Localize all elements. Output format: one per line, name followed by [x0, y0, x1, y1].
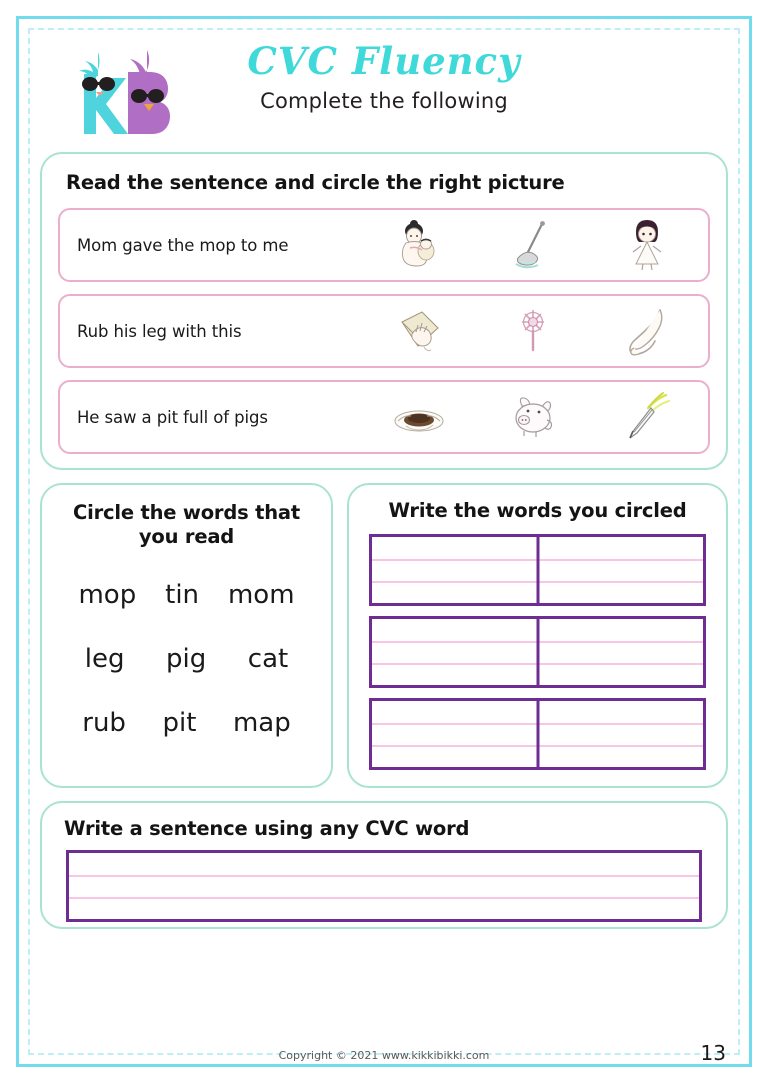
page-header: [40, 38, 728, 146]
write-sentence-section: [40, 801, 728, 929]
sentence-row[interactable]: [58, 294, 710, 368]
choice-group: [362, 214, 704, 276]
guide-line: [69, 875, 699, 877]
write-words-section: [347, 483, 728, 788]
word-row: [64, 630, 309, 688]
choice-group: [362, 386, 704, 448]
page-title: CVC Fluency: [247, 39, 521, 83]
wordbank-section: [40, 483, 333, 788]
column-divider: [536, 701, 539, 767]
write-words-grid: [363, 534, 712, 774]
brand-logo: [54, 44, 174, 140]
word-grid: [52, 550, 321, 776]
sentence-row[interactable]: [58, 208, 710, 282]
choice-group: [362, 300, 704, 362]
sentence-row[interactable]: [58, 380, 710, 454]
write-words-block[interactable]: [369, 698, 706, 770]
sentence-text: Mom gave the mop to me: [77, 235, 289, 255]
mom-holding-baby-icon[interactable]: [388, 214, 450, 276]
write-words-block[interactable]: [369, 534, 706, 606]
write-sentence-box[interactable]: [66, 850, 702, 922]
word-option[interactable]: mop: [78, 579, 137, 610]
middle-row: [40, 483, 728, 788]
page-footer: [40, 1041, 728, 1075]
write-words-block[interactable]: [369, 616, 706, 688]
column-divider: [536, 619, 539, 685]
word-option[interactable]: rub: [82, 707, 126, 738]
write-words-heading: Write the words you circled: [388, 499, 687, 522]
write-sentence-heading: Write a sentence using any CVC word: [64, 817, 470, 840]
page-number: 13: [700, 1041, 726, 1065]
logo-k-character: [79, 52, 128, 134]
wordbank-heading: Circle the words that you read: [73, 501, 300, 549]
page-subtitle: Complete the following: [260, 88, 508, 113]
word-option[interactable]: tin: [165, 579, 200, 610]
leg-icon[interactable]: [616, 300, 678, 362]
word-option[interactable]: cat: [247, 643, 289, 674]
lollipop-icon[interactable]: [502, 300, 564, 362]
girl-icon[interactable]: [616, 214, 678, 276]
sentence-text: Rub his leg with this: [77, 321, 242, 341]
word-option[interactable]: pit: [162, 707, 197, 738]
word-option[interactable]: map: [232, 707, 291, 738]
logo-k-sunglasses: [82, 77, 115, 91]
word-row: [64, 694, 309, 752]
word-option[interactable]: leg: [84, 643, 125, 674]
sentences-section: [40, 152, 728, 470]
word-option[interactable]: pig: [166, 643, 207, 674]
mop-icon[interactable]: [502, 214, 564, 276]
word-row: [64, 566, 309, 624]
column-divider: [536, 537, 539, 603]
copyright-text: Copyright © 2021 www.kikkibikki.com: [278, 1049, 490, 1062]
quill-pen-icon[interactable]: [616, 386, 678, 448]
page-content: [40, 38, 728, 1045]
guide-line: [69, 897, 699, 899]
rubbing-cloth-icon[interactable]: [388, 300, 450, 362]
pig-icon[interactable]: [502, 386, 564, 448]
pit-icon[interactable]: [388, 386, 450, 448]
word-option[interactable]: mom: [227, 579, 295, 610]
sentence-text: He saw a pit full of pigs: [77, 407, 268, 427]
sentences-heading: Read the sentence and circle the right picture: [66, 171, 565, 194]
